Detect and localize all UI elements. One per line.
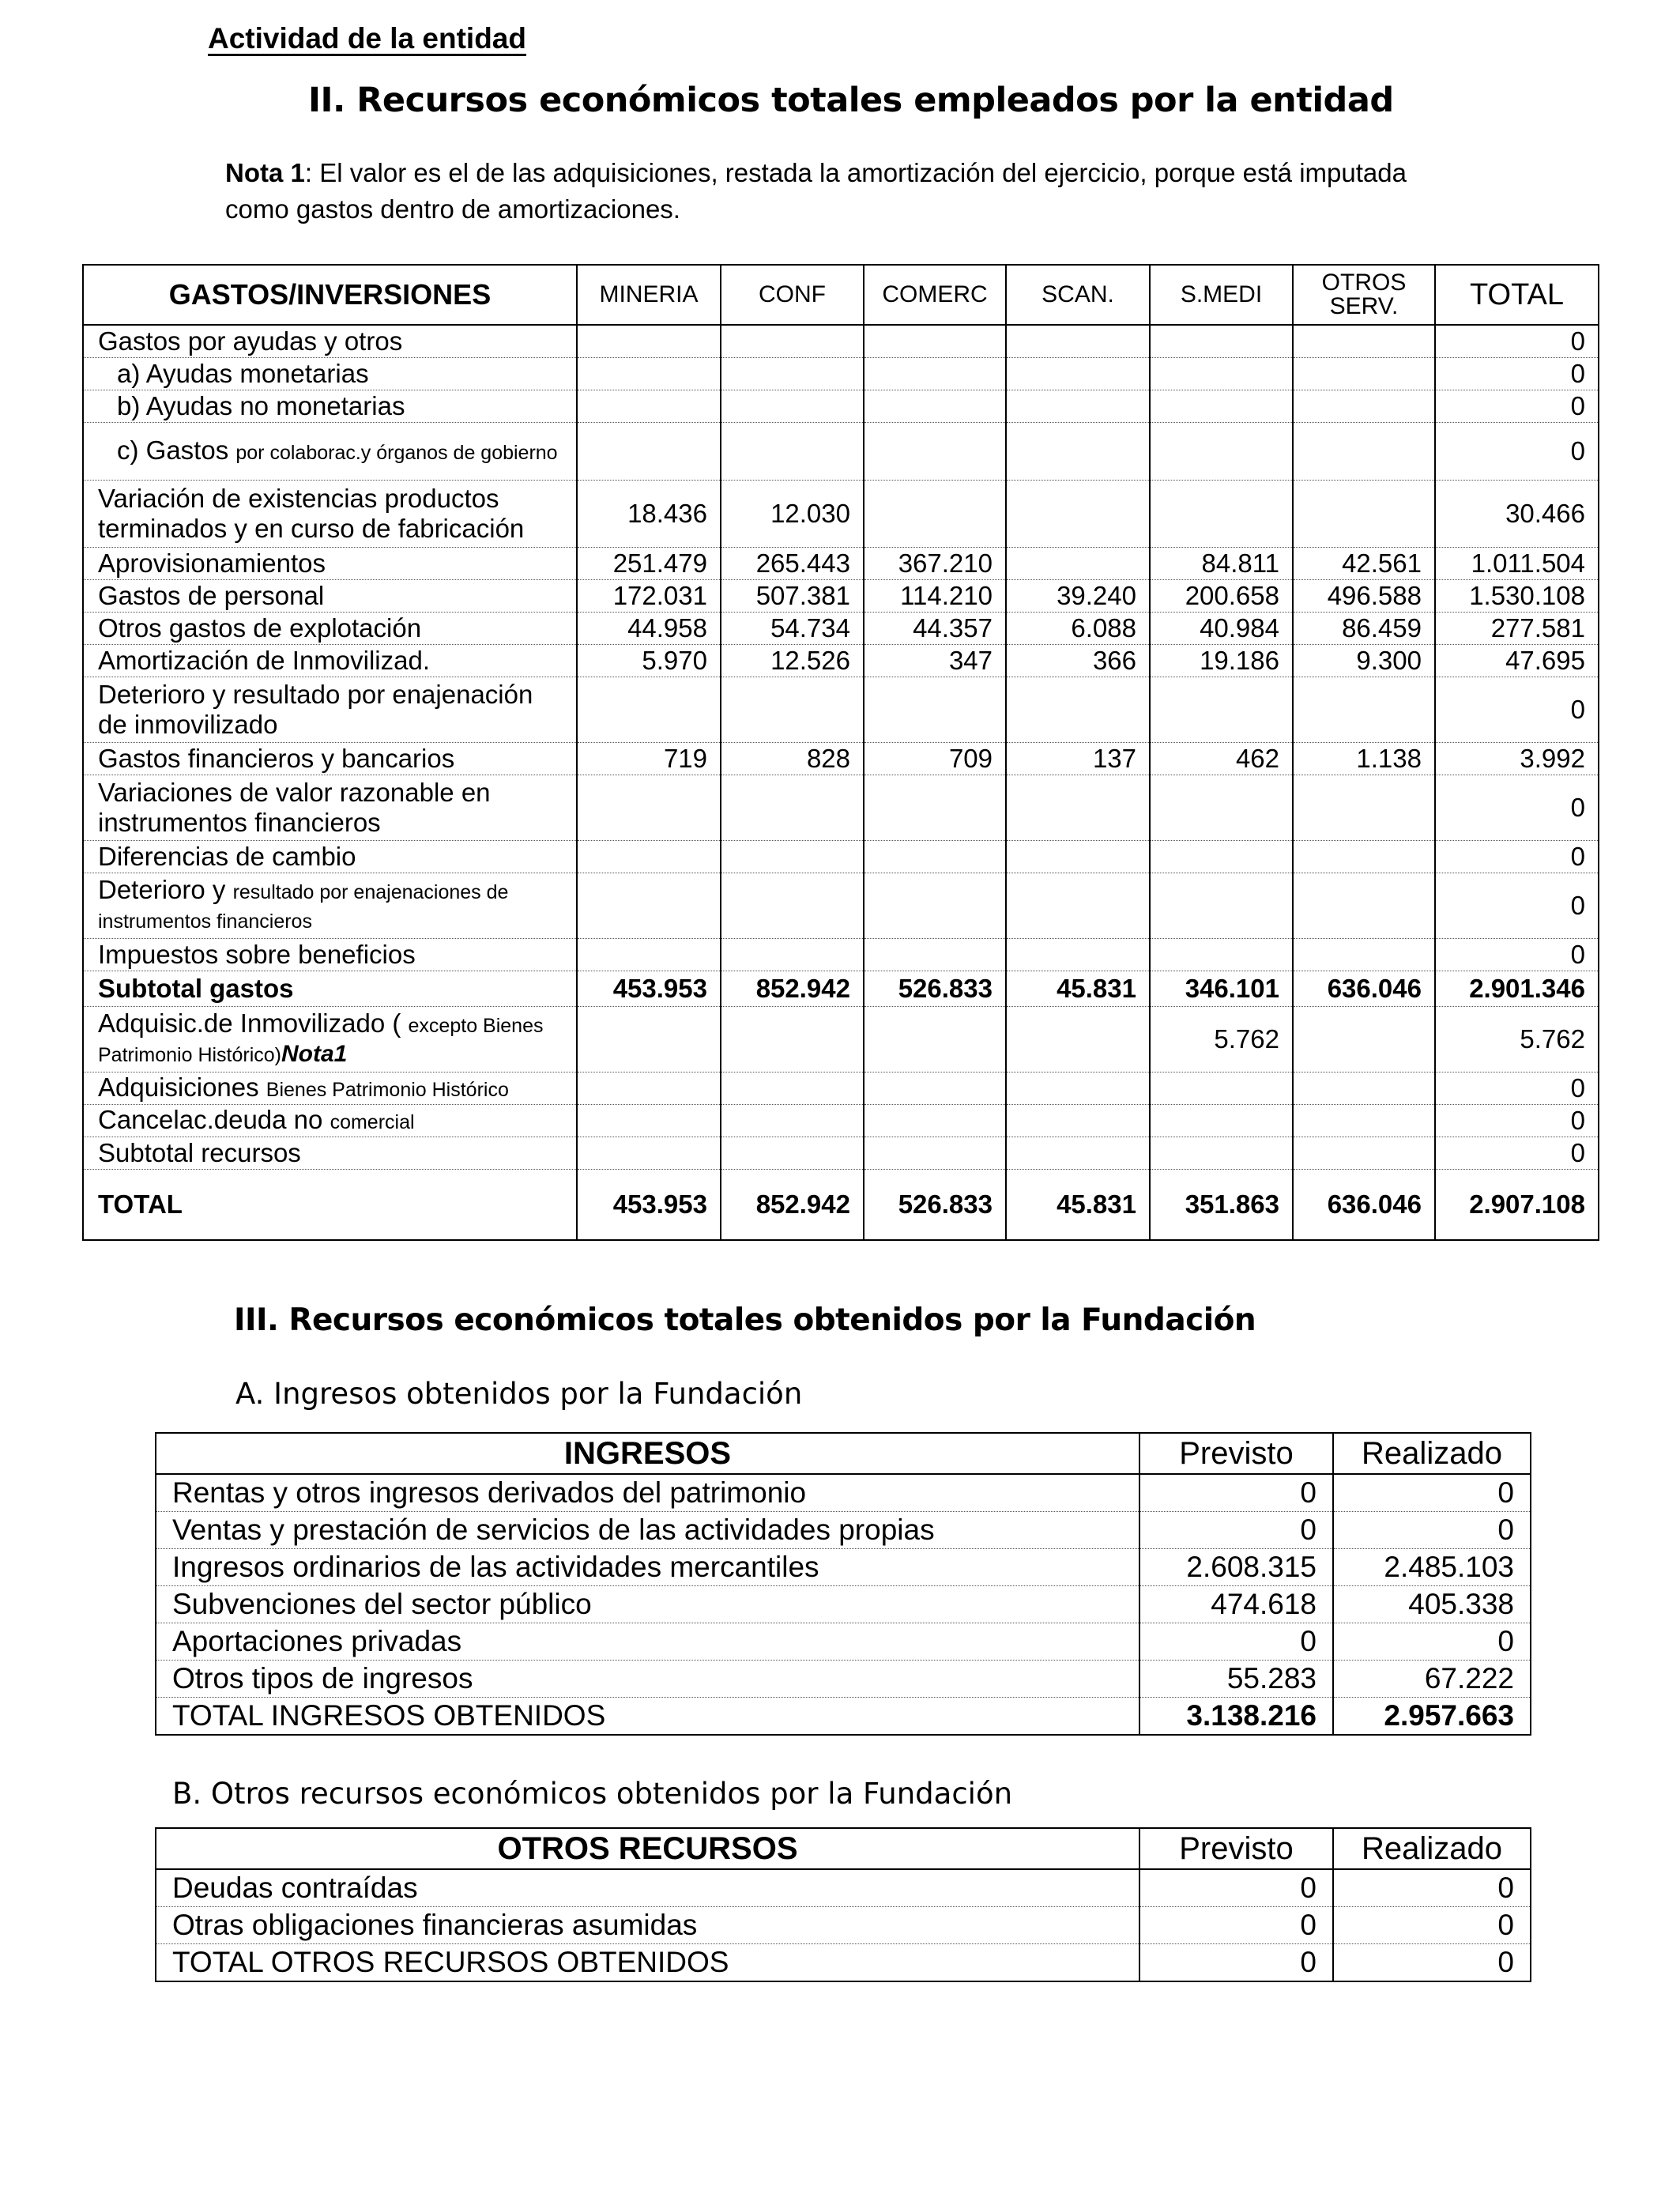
cell-previsto: 0 — [1139, 1623, 1333, 1661]
cell-mineria: 251.479 — [577, 548, 721, 580]
cell-mineria: 44.958 — [577, 613, 721, 645]
row-label — [83, 873, 577, 939]
cell-comerc — [864, 1072, 1006, 1105]
cell-realizado: 67.222 — [1333, 1661, 1531, 1698]
cell-comerc: 347 — [864, 645, 1006, 677]
cell-comerc — [864, 775, 1006, 841]
cell-total: 0 — [1435, 775, 1599, 841]
cell-smedi: 462 — [1150, 743, 1293, 775]
row-label — [83, 423, 577, 481]
cell-comerc — [864, 677, 1006, 743]
col-scan: SCAN. — [1006, 265, 1150, 325]
cell-total: 5.762 — [1435, 1007, 1599, 1072]
cell-otros: 496.588 — [1293, 580, 1435, 613]
cell-comerc — [864, 1105, 1006, 1137]
nota-1 — [225, 155, 1458, 228]
cell-previsto: 0 — [1139, 1869, 1333, 1907]
cell-smedi: 40.984 — [1150, 613, 1293, 645]
cell-comerc: 526.833 — [864, 971, 1006, 1007]
heading-ii: II. Recursos económicos totales empleados por la entidad — [308, 81, 1394, 120]
cell-smedi — [1150, 325, 1293, 358]
row-label — [83, 548, 577, 580]
cell-smedi — [1150, 939, 1293, 971]
cell-realizado: 0 — [1333, 1512, 1531, 1549]
col-total: TOTAL — [1435, 265, 1599, 325]
row-label: TOTAL OTROS RECURSOS OBTENIDOS — [156, 1944, 1139, 1982]
cell-realizado: 2.485.103 — [1333, 1549, 1531, 1586]
cell-realizado: 0 — [1333, 1944, 1531, 1982]
cell-conf — [721, 775, 864, 841]
table-row — [156, 1869, 1531, 1907]
row-label — [83, 1137, 577, 1170]
row-label: Otros tipos de ingresos — [156, 1661, 1139, 1698]
cell-conf — [721, 423, 864, 481]
cell-total: 2.901.346 — [1435, 971, 1599, 1007]
row-label-text: Gastos por ayudas y otros — [98, 326, 403, 356]
cell-conf — [721, 1105, 864, 1137]
cell-otros: 86.459 — [1293, 613, 1435, 645]
table-row — [83, 1007, 1599, 1072]
row-label-text: b) Ayudas no monetarias — [117, 391, 405, 420]
row-label-text: Gastos de personal — [98, 581, 325, 610]
cell-mineria — [577, 325, 721, 358]
heading-iii: III. Recursos económicos totales obtenidos por la Fundación — [234, 1302, 1256, 1338]
cell-realizado: 0 — [1333, 1474, 1531, 1512]
table-row — [156, 1944, 1531, 1982]
row-label — [83, 613, 577, 645]
table-row — [156, 1474, 1531, 1512]
cell-comerc — [864, 325, 1006, 358]
cell-smedi — [1150, 677, 1293, 743]
row-label-small: excepto Bienes Patrimonio Histórico) — [98, 1015, 544, 1066]
col-previsto: Previsto — [1139, 1433, 1333, 1474]
row-label: Otras obligaciones financieras asumidas — [156, 1907, 1139, 1944]
row-label-text: Subtotal gastos — [98, 974, 294, 1003]
cell-mineria: 18.436 — [577, 481, 721, 548]
cell-otros — [1293, 775, 1435, 841]
subheading-b: B. Otros recursos económicos obtenidos por la Fundación — [172, 1777, 1013, 1811]
cell-total: 0 — [1435, 1137, 1599, 1170]
table-row — [83, 481, 1599, 548]
cell-total: 0 — [1435, 841, 1599, 873]
cell-scan — [1006, 873, 1150, 939]
cell-otros — [1293, 1007, 1435, 1072]
table-row — [83, 645, 1599, 677]
cell-scan — [1006, 841, 1150, 873]
row-label-small: comercial — [330, 1110, 415, 1133]
cell-mineria — [577, 775, 721, 841]
cell-mineria — [577, 1137, 721, 1170]
cell-mineria — [577, 358, 721, 390]
cell-otros — [1293, 325, 1435, 358]
cell-conf: 852.942 — [721, 971, 864, 1007]
cell-total: 3.992 — [1435, 743, 1599, 775]
cell-otros — [1293, 677, 1435, 743]
cell-mineria: 172.031 — [577, 580, 721, 613]
cell-otros — [1293, 1137, 1435, 1170]
row-label-small: por colaborac.y órganos de gobierno — [235, 441, 558, 464]
cell-scan — [1006, 775, 1150, 841]
table-row — [156, 1512, 1531, 1549]
cell-previsto: 55.283 — [1139, 1661, 1333, 1698]
cell-comerc: 526.833 — [864, 1170, 1006, 1241]
cell-conf — [721, 1137, 864, 1170]
cell-conf: 507.381 — [721, 580, 864, 613]
table-row — [83, 325, 1599, 358]
row-label-text: Variaciones de valor razonable en instrumentos financieros — [98, 778, 491, 837]
row-label — [83, 1072, 577, 1105]
row-label-text: Variación de existencias productos terminados y en curso de fabricación — [98, 484, 525, 543]
row-label-text: Subtotal recursos — [98, 1138, 301, 1167]
row-label-text: Aprovisionamientos — [98, 548, 326, 578]
subheading-a: A. Ingresos obtenidos por la Fundación — [235, 1377, 803, 1411]
cell-conf — [721, 841, 864, 873]
cell-conf — [721, 1007, 864, 1072]
row-label: TOTAL INGRESOS OBTENIDOS — [156, 1698, 1139, 1736]
cell-smedi — [1150, 358, 1293, 390]
cell-comerc: 44.357 — [864, 613, 1006, 645]
cell-scan — [1006, 548, 1150, 580]
cell-smedi — [1150, 873, 1293, 939]
cell-scan — [1006, 325, 1150, 358]
table-row — [83, 1072, 1599, 1105]
cell-comerc — [864, 423, 1006, 481]
cell-comerc — [864, 358, 1006, 390]
cell-scan — [1006, 1072, 1150, 1105]
cell-conf: 852.942 — [721, 1170, 864, 1241]
row-label-text: a) Ayudas monetarias — [117, 359, 369, 388]
row-label-text: Deterioro y — [98, 875, 226, 904]
cell-otros — [1293, 841, 1435, 873]
cell-smedi: 200.658 — [1150, 580, 1293, 613]
row-label: Ingresos ordinarios de las actividades mercantiles — [156, 1549, 1139, 1586]
cell-otros — [1293, 423, 1435, 481]
cell-smedi — [1150, 1137, 1293, 1170]
cell-mineria — [577, 390, 721, 423]
col-ingresos: INGRESOS — [156, 1433, 1139, 1474]
cell-scan — [1006, 423, 1150, 481]
table-row — [83, 775, 1599, 841]
cell-smedi — [1150, 1072, 1293, 1105]
col-smedi: S.MEDI — [1150, 265, 1293, 325]
row-label — [83, 1170, 577, 1241]
table-row — [83, 677, 1599, 743]
row-label-text: Deterioro y resultado por enajenación de inmovilizado — [98, 680, 533, 739]
row-label — [83, 481, 577, 548]
cell-total: 30.466 — [1435, 481, 1599, 548]
cell-scan — [1006, 1105, 1150, 1137]
col-comerc: COMERC — [864, 265, 1006, 325]
row-label: Ventas y prestación de servicios de las actividades propias — [156, 1512, 1139, 1549]
table-row — [83, 548, 1599, 580]
cell-scan: 45.831 — [1006, 1170, 1150, 1241]
cell-previsto: 0 — [1139, 1907, 1333, 1944]
col-gastos-inversiones: GASTOS/INVERSIONES — [83, 265, 577, 325]
cell-smedi — [1150, 775, 1293, 841]
row-label-text: Adquisic.de Inmovilizado ( — [98, 1008, 401, 1038]
row-label-text: Gastos financieros y bancarios — [98, 744, 455, 773]
cell-otros: 636.046 — [1293, 971, 1435, 1007]
row-label — [83, 1007, 577, 1072]
cell-total: 0 — [1435, 1105, 1599, 1137]
col-otros-recursos: OTROS RECURSOS — [156, 1828, 1139, 1869]
cell-scan — [1006, 1007, 1150, 1072]
cell-mineria — [577, 423, 721, 481]
table-row — [83, 1137, 1599, 1170]
row-label-note: Nota1 — [281, 1041, 348, 1067]
cell-mineria: 5.970 — [577, 645, 721, 677]
row-label: Aportaciones privadas — [156, 1623, 1139, 1661]
cell-conf: 828 — [721, 743, 864, 775]
cell-realizado: 405.338 — [1333, 1586, 1531, 1623]
cell-mineria — [577, 1007, 721, 1072]
row-label: Subvenciones del sector público — [156, 1586, 1139, 1623]
cell-smedi — [1150, 841, 1293, 873]
cell-comerc — [864, 1007, 1006, 1072]
cell-conf — [721, 873, 864, 939]
cell-comerc — [864, 841, 1006, 873]
table-row — [156, 1661, 1531, 1698]
cell-previsto: 2.608.315 — [1139, 1549, 1333, 1586]
table-row — [156, 1623, 1531, 1661]
col-conf: CONF — [721, 265, 864, 325]
cell-conf — [721, 325, 864, 358]
row-label — [83, 390, 577, 423]
cell-total: 0 — [1435, 677, 1599, 743]
row-label-text: c) Gastos — [117, 435, 229, 465]
table-row — [83, 939, 1599, 971]
cell-previsto: 0 — [1139, 1944, 1333, 1982]
otros-header-row — [156, 1828, 1531, 1869]
row-label-text: Amortización de Inmovilizad. — [98, 646, 431, 675]
cell-comerc — [864, 939, 1006, 971]
cell-comerc — [864, 873, 1006, 939]
row-label — [83, 677, 577, 743]
cell-conf: 54.734 — [721, 613, 864, 645]
row-label — [83, 939, 577, 971]
cell-scan — [1006, 358, 1150, 390]
table-row — [83, 971, 1599, 1007]
row-label — [83, 325, 577, 358]
cell-conf — [721, 358, 864, 390]
table-row — [156, 1549, 1531, 1586]
table-row — [83, 1170, 1599, 1241]
cell-scan: 45.831 — [1006, 971, 1150, 1007]
cell-otros: 636.046 — [1293, 1170, 1435, 1241]
cell-conf: 265.443 — [721, 548, 864, 580]
cell-scan — [1006, 1137, 1150, 1170]
cell-mineria: 453.953 — [577, 1170, 721, 1241]
cell-otros: 9.300 — [1293, 645, 1435, 677]
cell-smedi: 84.811 — [1150, 548, 1293, 580]
cell-scan: 39.240 — [1006, 580, 1150, 613]
cell-comerc: 709 — [864, 743, 1006, 775]
cell-scan — [1006, 939, 1150, 971]
cell-mineria: 719 — [577, 743, 721, 775]
cell-realizado: 0 — [1333, 1623, 1531, 1661]
cell-total: 0 — [1435, 423, 1599, 481]
gastos-table — [82, 264, 1599, 1241]
table-row — [83, 390, 1599, 423]
cell-otros — [1293, 1105, 1435, 1137]
cell-smedi: 19.186 — [1150, 645, 1293, 677]
table-row — [156, 1698, 1531, 1736]
table-row — [83, 873, 1599, 939]
cell-smedi — [1150, 423, 1293, 481]
table-row — [156, 1586, 1531, 1623]
cell-comerc: 367.210 — [864, 548, 1006, 580]
row-label-text: TOTAL — [98, 1189, 183, 1219]
nota-text: : El valor es el de las adquisiciones, restada la amortización del ejercicio, porque está imputada como gastos dentro de amortizaciones. — [225, 158, 1407, 224]
cell-smedi: 5.762 — [1150, 1007, 1293, 1072]
col-otros-line1: OTROS — [1321, 270, 1407, 296]
cell-total: 47.695 — [1435, 645, 1599, 677]
cell-total: 1.011.504 — [1435, 548, 1599, 580]
row-label — [83, 645, 577, 677]
cell-total: 1.530.108 — [1435, 580, 1599, 613]
table-row — [83, 580, 1599, 613]
cell-mineria — [577, 939, 721, 971]
cell-total: 277.581 — [1435, 613, 1599, 645]
row-label — [83, 743, 577, 775]
cell-mineria — [577, 873, 721, 939]
row-label-small: resultado por enajenaciones de instrumentos financieros — [98, 881, 509, 933]
cell-scan: 137 — [1006, 743, 1150, 775]
cell-previsto: 474.618 — [1139, 1586, 1333, 1623]
row-label — [83, 775, 577, 841]
col-realizado: Realizado — [1333, 1433, 1531, 1474]
row-label-text: Adquisiciones — [98, 1072, 259, 1102]
col-realizado: Realizado — [1333, 1828, 1531, 1869]
cell-comerc: 114.210 — [864, 580, 1006, 613]
cell-mineria — [577, 677, 721, 743]
cell-conf — [721, 1072, 864, 1105]
cell-otros — [1293, 873, 1435, 939]
table-row — [83, 1105, 1599, 1137]
cell-scan — [1006, 677, 1150, 743]
row-label-small: Bienes Patrimonio Histórico — [266, 1078, 509, 1101]
row-label-text: Cancelac.deuda no — [98, 1104, 323, 1134]
cell-smedi: 346.101 — [1150, 971, 1293, 1007]
cell-scan — [1006, 481, 1150, 548]
cell-total: 0 — [1435, 325, 1599, 358]
cell-previsto: 3.138.216 — [1139, 1698, 1333, 1736]
table-row — [156, 1907, 1531, 1944]
table-row — [83, 423, 1599, 481]
otros-recursos-table — [155, 1827, 1531, 1982]
row-label — [83, 971, 577, 1007]
row-label-text: Impuestos sobre beneficios — [98, 940, 416, 969]
col-mineria: MINERIA — [577, 265, 721, 325]
col-previsto: Previsto — [1139, 1828, 1333, 1869]
cell-scan: 6.088 — [1006, 613, 1150, 645]
cell-otros: 42.561 — [1293, 548, 1435, 580]
row-label-text: Otros gastos de explotación — [98, 613, 422, 643]
cell-otros — [1293, 481, 1435, 548]
row-label: Rentas y otros ingresos derivados del patrimonio — [156, 1474, 1139, 1512]
row-label — [83, 580, 577, 613]
cell-previsto: 0 — [1139, 1474, 1333, 1512]
cell-scan: 366 — [1006, 645, 1150, 677]
row-label-text: Diferencias de cambio — [98, 842, 356, 871]
cell-mineria: 453.953 — [577, 971, 721, 1007]
cell-otros — [1293, 358, 1435, 390]
cell-smedi — [1150, 481, 1293, 548]
col-otros-serv — [1293, 265, 1435, 325]
cell-conf: 12.526 — [721, 645, 864, 677]
cell-otros: 1.138 — [1293, 743, 1435, 775]
cell-otros — [1293, 390, 1435, 423]
cell-mineria — [577, 1072, 721, 1105]
cell-total: 0 — [1435, 1072, 1599, 1105]
cell-mineria — [577, 1105, 721, 1137]
cell-total: 2.907.108 — [1435, 1170, 1599, 1241]
cell-realizado: 0 — [1333, 1869, 1531, 1907]
cell-smedi: 351.863 — [1150, 1170, 1293, 1241]
ingresos-header-row — [156, 1433, 1531, 1474]
cell-conf: 12.030 — [721, 481, 864, 548]
row-label — [83, 841, 577, 873]
cell-smedi — [1150, 1105, 1293, 1137]
cell-conf — [721, 677, 864, 743]
table-row — [83, 613, 1599, 645]
cell-total: 0 — [1435, 390, 1599, 423]
col-otros-line2: SERV. — [1329, 293, 1399, 319]
cell-smedi — [1150, 390, 1293, 423]
table-row — [83, 841, 1599, 873]
cell-mineria — [577, 841, 721, 873]
table-row — [83, 743, 1599, 775]
row-label — [83, 1105, 577, 1137]
row-label: Deudas contraídas — [156, 1869, 1139, 1907]
cell-total: 0 — [1435, 939, 1599, 971]
ingresos-table — [155, 1432, 1531, 1736]
cell-conf — [721, 390, 864, 423]
cell-comerc — [864, 1137, 1006, 1170]
cell-comerc — [864, 481, 1006, 548]
row-label — [83, 358, 577, 390]
cell-scan — [1006, 390, 1150, 423]
gastos-header-row — [83, 265, 1599, 325]
cell-otros — [1293, 939, 1435, 971]
cell-otros — [1293, 1072, 1435, 1105]
cell-conf — [721, 939, 864, 971]
cell-realizado: 2.957.663 — [1333, 1698, 1531, 1736]
section-title: Actividad de la entidad — [208, 22, 526, 55]
cell-previsto: 0 — [1139, 1512, 1333, 1549]
cell-realizado: 0 — [1333, 1907, 1531, 1944]
nota-label: Nota 1 — [225, 158, 305, 187]
table-row — [83, 358, 1599, 390]
cell-total: 0 — [1435, 873, 1599, 939]
cell-total: 0 — [1435, 358, 1599, 390]
cell-comerc — [864, 390, 1006, 423]
